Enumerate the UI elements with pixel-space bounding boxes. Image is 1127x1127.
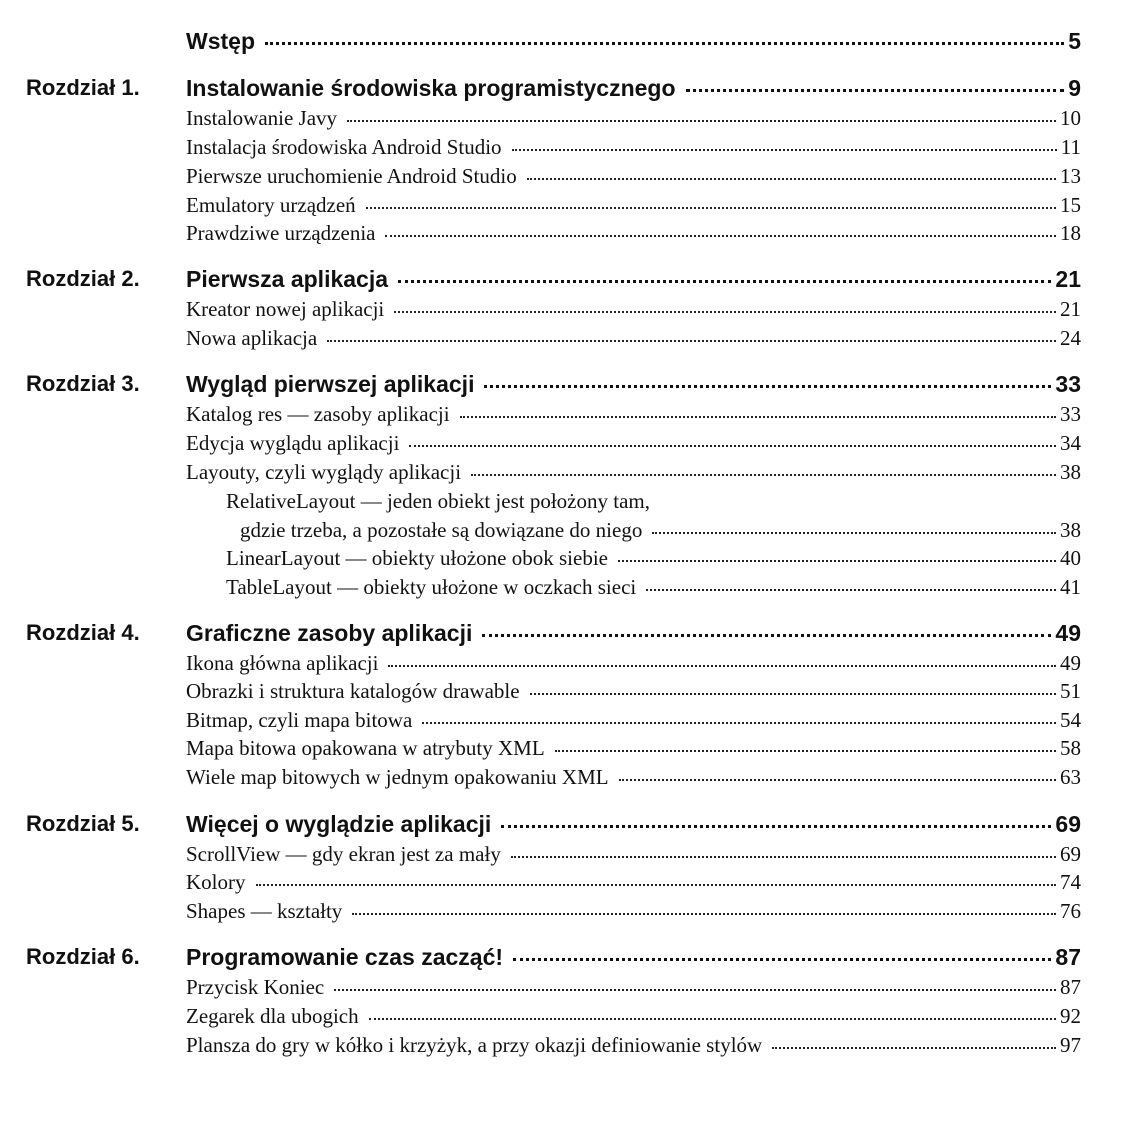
subsection-page: 40 — [1060, 546, 1081, 570]
dot-leader — [409, 444, 1056, 447]
section-title: Zegarek dla ubogich — [186, 1004, 359, 1028]
section-title: Obrazki i struktura katalogów drawable — [186, 679, 520, 703]
dot-leader — [422, 721, 1056, 724]
section-page: 54 — [1060, 708, 1081, 732]
section-entry[interactable] — [186, 763, 1081, 791]
section-page: 34 — [1060, 431, 1081, 455]
chapter-entry[interactable] — [186, 73, 1081, 103]
chapter-entry[interactable] — [186, 618, 1081, 648]
section-title: Plansza do gry w kółko i krzyżyk, a przy okazji definiowanie stylów — [186, 1033, 763, 1057]
chapter-title: Programowanie czas zacząć! — [186, 944, 504, 970]
chapter-label: Rozdział 3. — [26, 371, 140, 396]
section-page: 24 — [1060, 326, 1081, 350]
dot-leader — [530, 692, 1056, 695]
section-page: 87 — [1060, 975, 1081, 999]
section-title: Instalacja środowiska Android Studio — [186, 135, 502, 159]
chapter-title: Graficzne zasoby aplikacji — [186, 620, 473, 646]
dot-leader — [256, 883, 1057, 886]
section-page: 58 — [1060, 736, 1081, 760]
chapter-title: Wygląd pierwszej aplikacji — [186, 371, 475, 397]
section-title: Instalowanie Javy — [186, 106, 338, 130]
subsection-title: TableLayout — obiekty ułożone w oczkach sieci — [226, 575, 637, 599]
section-title: Przycisk Koniec — [186, 975, 325, 999]
section-title: Bitmap, czyli mapa bitowa — [186, 708, 413, 732]
section-title: Layouty, czyli wyglądy aplikacji — [186, 460, 462, 484]
section-page: 13 — [1060, 164, 1081, 188]
toc-intro-page: 5 — [1068, 28, 1081, 54]
chapter-label: Rozdział 4. — [26, 620, 140, 645]
section-entry[interactable] — [186, 677, 1081, 705]
chapter-page: 21 — [1055, 266, 1081, 292]
chapter-title: Pierwsza aplikacja — [186, 266, 389, 292]
section-title: Shapes — kształty — [186, 899, 343, 923]
section-page: 51 — [1060, 679, 1081, 703]
section-title: Kolory — [186, 870, 246, 894]
chapter-title: Instalowanie środowiska programistycznego — [186, 75, 676, 101]
section-entry[interactable] — [186, 191, 1081, 219]
chapter-title: Więcej o wyglądzie aplikacji — [186, 811, 492, 837]
toc-intro-entry[interactable] — [186, 26, 1081, 56]
dot-leader — [772, 1046, 1056, 1049]
section-entry[interactable] — [186, 324, 1081, 352]
section-page: 92 — [1060, 1004, 1081, 1028]
dot-leader — [652, 531, 1056, 534]
dot-leader — [460, 415, 1056, 418]
section-entry[interactable] — [186, 649, 1081, 677]
chapter-label: Rozdział 6. — [26, 944, 140, 969]
dot-leader — [512, 148, 1057, 151]
section-entry[interactable] — [186, 1002, 1081, 1030]
section-page: 97 — [1060, 1033, 1081, 1057]
section-entry[interactable] — [186, 734, 1081, 762]
chapter-entry[interactable] — [186, 264, 1081, 294]
chapter-entry[interactable] — [186, 809, 1081, 839]
section-page: 74 — [1060, 870, 1081, 894]
section-entry[interactable] — [186, 1031, 1081, 1059]
subsection-entry[interactable] — [240, 516, 1081, 544]
subsection-entry[interactable] — [226, 573, 1081, 601]
section-title: ScrollView — gdy ekran jest za mały — [186, 842, 501, 866]
section-title: Pierwsze uruchomienie Android Studio — [186, 164, 517, 188]
chapter-page: 9 — [1068, 75, 1081, 101]
chapter-entry[interactable] — [186, 369, 1081, 399]
dot-leader — [471, 473, 1056, 476]
section-page: 18 — [1060, 221, 1081, 245]
section-entry[interactable] — [186, 133, 1081, 161]
chapter-label: Rozdział 2. — [26, 266, 140, 291]
section-entry[interactable] — [186, 973, 1081, 1001]
section-page: 33 — [1060, 402, 1081, 426]
section-title: Wiele map bitowych w jednym opakowaniu XML — [186, 765, 609, 789]
section-entry[interactable] — [186, 429, 1081, 457]
dot-leader — [388, 664, 1056, 667]
dot-leader — [327, 339, 1056, 342]
chapter-page: 49 — [1055, 620, 1081, 646]
section-entry[interactable] — [186, 400, 1081, 428]
section-title: Kreator nowej aplikacji — [186, 297, 385, 321]
chapter-page: 87 — [1055, 944, 1081, 970]
section-page: 76 — [1060, 899, 1081, 923]
section-entry[interactable] — [186, 219, 1081, 247]
section-title: Ikona główna aplikacji — [186, 651, 379, 675]
dot-leader — [265, 41, 1064, 45]
dot-leader — [352, 912, 1056, 915]
dot-leader — [619, 778, 1056, 781]
dot-leader — [385, 234, 1056, 237]
dot-leader — [686, 88, 1065, 92]
section-page: 69 — [1060, 842, 1081, 866]
dot-leader — [555, 749, 1056, 752]
dot-leader — [482, 633, 1051, 637]
chapter-entry[interactable] — [186, 942, 1081, 972]
toc-intro-title: Wstęp — [186, 28, 255, 54]
dot-leader — [334, 988, 1056, 991]
section-entry[interactable] — [186, 706, 1081, 734]
subsection-page: 38 — [1060, 518, 1081, 542]
section-title: Mapa bitowa opakowana w atrybuty XML — [186, 736, 545, 760]
section-title: Nowa aplikacja — [186, 326, 318, 350]
dot-leader — [369, 1017, 1056, 1020]
section-page: 11 — [1060, 135, 1081, 159]
dot-leader — [366, 206, 1056, 209]
subsection-title: gdzie trzeba, a pozostałe są dowiązane do niego — [240, 518, 643, 542]
subsection-page: 41 — [1060, 575, 1081, 599]
subsection-title: LinearLayout — obiekty ułożone obok siebie — [226, 546, 608, 570]
dot-leader — [513, 957, 1051, 961]
section-title: Katalog res — zasoby aplikacji — [186, 402, 450, 426]
dot-leader — [527, 177, 1056, 180]
section-entry[interactable] — [186, 868, 1081, 896]
dot-leader — [398, 279, 1051, 283]
section-page: 38 — [1060, 460, 1081, 484]
subsection-entry[interactable] — [226, 544, 1081, 572]
dot-leader — [618, 559, 1056, 562]
section-page: 63 — [1060, 765, 1081, 789]
chapter-label: Rozdział 1. — [26, 75, 140, 100]
chapter-page: 33 — [1055, 371, 1081, 397]
section-entry[interactable] — [186, 458, 1081, 486]
section-entry[interactable] — [186, 897, 1081, 925]
dot-leader — [511, 855, 1056, 858]
section-entry[interactable] — [186, 840, 1081, 868]
dot-leader — [484, 384, 1051, 388]
section-entry[interactable] — [186, 295, 1081, 323]
section-title: Prawdziwe urządzenia — [186, 221, 376, 245]
subsection-title-line[interactable]: RelativeLayout — jeden obiekt jest położony tam, — [226, 489, 650, 513]
section-entry[interactable] — [186, 162, 1081, 190]
section-page: 10 — [1060, 106, 1081, 130]
section-title: Edycja wyglądu aplikacji — [186, 431, 400, 455]
chapter-page: 69 — [1055, 811, 1081, 837]
dot-leader — [347, 119, 1056, 122]
section-entry[interactable] — [186, 104, 1081, 132]
section-title: Emulatory urządzeń — [186, 193, 356, 217]
dot-leader — [394, 310, 1056, 313]
dot-leader — [501, 824, 1051, 828]
section-page: 21 — [1060, 297, 1081, 321]
dot-leader — [646, 588, 1056, 591]
chapter-label: Rozdział 5. — [26, 811, 140, 836]
section-page: 49 — [1060, 651, 1081, 675]
section-page: 15 — [1060, 193, 1081, 217]
